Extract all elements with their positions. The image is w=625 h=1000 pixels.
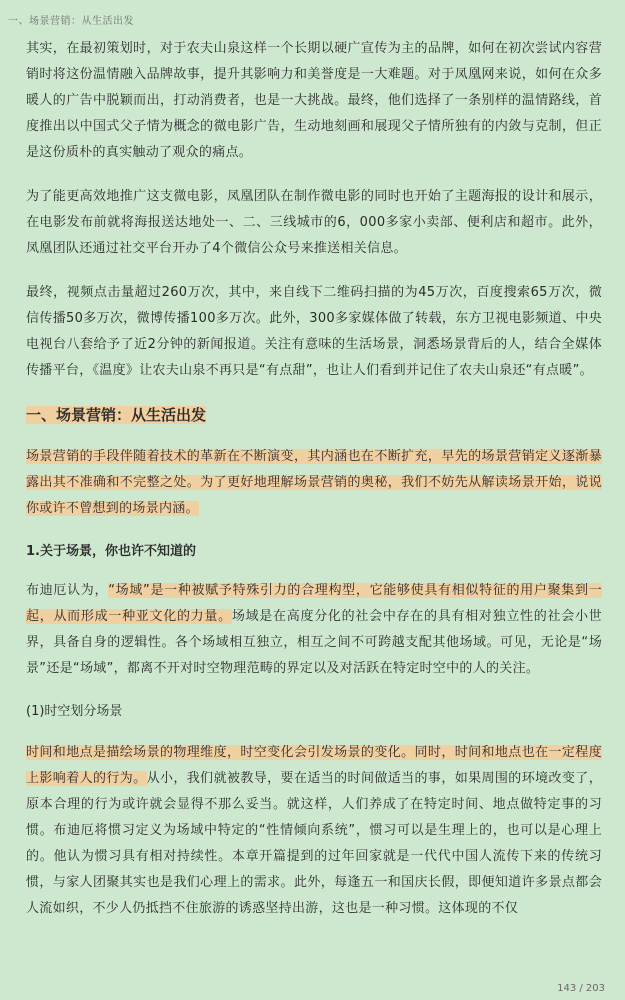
page-number: 143 / 203 bbox=[557, 983, 605, 994]
running-header: 一、场景营销：从生活出发 bbox=[8, 16, 134, 27]
paragraph-field-theory bbox=[26, 578, 602, 682]
page-body bbox=[26, 36, 602, 940]
highlight-time-space: 时间和地点是描绘场景的物理维度，时空变化会引发场景的变化。同时，时间和地点也在一定程度上影响着人的行为。 bbox=[26, 745, 602, 786]
time-space-rest: 从小，我们就被教导，要在适当的时间做适当的事，如果周围的环境改变了，原本合理的行为或许就会显得不那么妥当。就这样，人们养成了在特定时间、地点做特定事的习惯。布迪厄将惯习定义为场域中特定的“性情倾向系统”，惯习可以是生理上的，也可以是心理上的。他认为惯习具有相对持续性。本章开篇提到的过年回家就是一代代中国人流传下来的传统习惯，与家人团聚其实也是我们心理上的需求。此外，每逢五一和国庆长假，即便知道许多景点都会人流如织，不少人仍抵挡不住旅游的诱惑坚持出游，这也是一种习惯。这体现的不仅 bbox=[26, 771, 602, 916]
paragraph-time-space bbox=[26, 740, 602, 922]
highlight-scene-marketing: 场景营销的手段伴随着技术的革新在不断演变，其内涵也在不断扩充，早先的场景营销定义逐渐暴露出其不准确和不完整之处。为了更好地理解场景营销的奥秘，我们不妨先从解读场景开始，说说你或许不曾想到的场景内涵。 bbox=[26, 449, 602, 516]
paragraph-promotion: 为了能更高效地推广这支微电影，凤凰团队在制作微电影的同时也开始了主题海报的设计和展示，在电影发布前就将海报送达地处一、二、三线城市的6，000多家小卖部、便利店和超市。此外，凤凰团队还通过社交平台开办了4个微信公众号来推送相关信息。 bbox=[26, 189, 602, 256]
paragraph-scene-marketing bbox=[26, 444, 602, 522]
subsection-title: 1.关于场景，你也许不知道的 bbox=[26, 544, 196, 559]
highlight-field-definition: “场域”是一种被赋予特殊引力的合理构型，它能够使具有相似特征的用户聚集到一起，从而形成一种亚文化的力量。 bbox=[26, 583, 602, 624]
section-title-highlight: 一、场景营销：从生活出发 bbox=[26, 406, 207, 424]
field-theory-rest: 场域是在高度分化的社会中存在的具有相对独立性的社会小世界，具备自身的逻辑性。各个场域相互独立，相互之间不可跨越支配其他场域。可见，无论是“场景”还是“场域”，都离不开对时空物理范畴的界定以及对活跃在特定时空中的人的关注。 bbox=[26, 609, 602, 676]
subheading-time-space: (1)时空划分场景 bbox=[26, 704, 123, 719]
field-theory-lead: 布迪厄认为， bbox=[26, 583, 109, 598]
section-title bbox=[26, 402, 602, 428]
paragraph-results: 最终，视频点击量超过260万次，其中，来自线下二维码扫描的为45万次，百度搜索65万次，微信传播50多万次，微博传播100多万次。此外，300多家媒体做了转载，东方卫视电影频道、中央电视台八套给予了近2分钟的新闻报道。关注有意味的生活场景，洞悉场景背后的人，结合全媒体传播平台，《温度》让农夫山泉不再只是“有点甜”，也让人们看到并记住了农夫山泉还“有点暖”。 bbox=[26, 285, 602, 378]
paragraph-intro: 其实，在最初策划时，对于农夫山泉这样一个长期以硬广宣传为主的品牌，如何在初次尝试内容营销时将这份温情融入品牌故事，提升其影响力和美誉度是一大难题。对于凤凰网来说，如何在众多暖人的广告中脱颖而出，打动消费者，也是一大挑战。最终，他们选择了一条别样的温情路线，首度推出以中国式父子情为概念的微电影广告，生动地刻画和展现父子情所独有的内敛与克制，但正是这份质朴的真实触动了观众的痛点。 bbox=[26, 41, 602, 160]
